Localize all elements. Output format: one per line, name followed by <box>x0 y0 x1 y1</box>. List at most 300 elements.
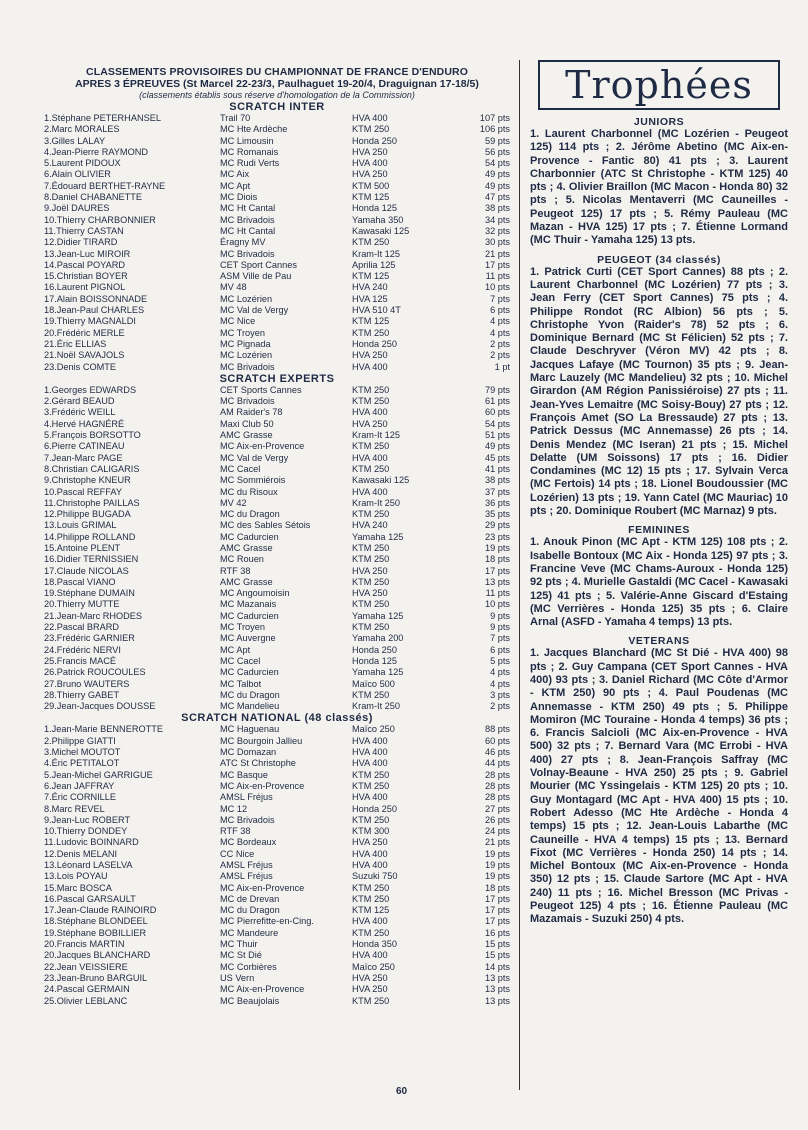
standings-rider: 12.Philippe BUGADA <box>44 509 131 520</box>
standings-points: 49 pts <box>484 169 510 180</box>
standings-club: MC Haguenau <box>220 724 280 735</box>
trophees-column <box>530 60 788 927</box>
standings-machine: Maïco 250 <box>352 961 395 972</box>
standings-rider: 6.Jean JAFFRAY <box>44 780 115 791</box>
standings-club: MC Diois <box>220 192 258 203</box>
standings-points: 23 pts <box>484 531 510 542</box>
standings-club: MC Sommiérois <box>220 475 286 486</box>
standings-row <box>44 305 510 316</box>
standings-row <box>44 939 510 950</box>
standings-points: 13 pts <box>484 995 510 1006</box>
standings-row <box>44 339 510 350</box>
standings-machine: KTM 250 <box>352 927 390 938</box>
standings-rider: 23.Jean-Bruno BARGUIL <box>44 972 148 983</box>
standings-points: 49 pts <box>484 441 510 452</box>
standings-rider: 21.Jean-Marc RHODES <box>44 610 143 621</box>
standings-club: MC Basque <box>220 769 269 780</box>
standings-row <box>44 407 510 418</box>
standings-club: MC Apt <box>220 644 251 655</box>
standings-row <box>44 860 510 871</box>
standings-row <box>44 158 510 169</box>
standings-club: MC Thuir <box>220 939 258 950</box>
standings-club: MC Cadurcien <box>220 667 279 678</box>
standings-points: 28 pts <box>484 792 510 803</box>
standings-points: 19 pts <box>484 871 510 882</box>
standings-club: MC Aix-en-Provence <box>220 780 305 791</box>
standings-row <box>44 690 510 701</box>
standings-points: 17 pts <box>484 905 510 916</box>
standings-machine: Yamaha 125 <box>352 531 404 542</box>
standings-club: MC Mazanais <box>220 599 277 610</box>
standings-machine: Honda 250 <box>352 803 397 814</box>
standings-points: 7 pts <box>490 633 510 644</box>
standings-club: MC Brivadois <box>220 248 275 259</box>
standings-points: 29 pts <box>484 520 510 531</box>
standings-club: AMC Grasse <box>220 430 273 441</box>
standings-points: 36 pts <box>484 497 510 508</box>
standings-machine: HVA 250 <box>352 837 388 848</box>
standings-points: 24 pts <box>484 826 510 837</box>
standings-rider: 28.Thierry GABET <box>44 689 120 700</box>
standings-rider: 19.Stéphane BOBILLIER <box>44 927 147 938</box>
standings-points: 19 pts <box>484 860 510 870</box>
standings-rider: 8.Daniel CHABANETTE <box>44 192 143 203</box>
standings-rider: 1.Georges EDWARDS <box>44 384 137 395</box>
standings-rider: 7.Jean-Marc PAGE <box>44 452 123 463</box>
standings-rider: 2.Philippe GIATTI <box>44 735 116 746</box>
standings-points: 2 pts <box>490 350 510 361</box>
standings-club: MV 42 <box>220 497 247 508</box>
standings-rider: 9.Jean-Luc ROBERT <box>44 814 131 825</box>
standings-rider: 6.Pierre CATINEAU <box>44 441 125 452</box>
standings-points: 106 pts <box>479 124 510 135</box>
standings-points: 6 pts <box>490 644 510 655</box>
trophee-category-title: FEMININES <box>628 524 690 537</box>
standings-points: 47 pts <box>484 192 510 203</box>
standings-machine: HVA 400 <box>352 158 388 169</box>
standings-points: 38 pts <box>484 203 510 214</box>
standings-machine: KTM 300 <box>352 826 390 837</box>
standings-row <box>44 136 510 147</box>
standings-club: MC Cadurcien <box>220 531 279 542</box>
standings-machine: KTM 250 <box>352 576 390 587</box>
standings-rider: 11.Thierry CASTAN <box>44 225 124 236</box>
standings-row <box>44 226 510 237</box>
standings-row <box>44 113 510 124</box>
standings-points: 35 pts <box>484 509 510 520</box>
standings-club: MC Val de Vergy <box>220 305 289 316</box>
standings-club: AM Raider's 78 <box>220 407 283 418</box>
standings-club: MC Limousin <box>220 135 274 146</box>
standings-machine: HVA 250 <box>352 169 388 180</box>
standings-points: 17 pts <box>484 565 510 576</box>
standings-machine: KTM 250 <box>352 689 390 700</box>
standings-club: MC du Dragon <box>220 509 280 520</box>
standings-points: 49 pts <box>484 180 510 191</box>
standings-sections <box>44 101 510 1007</box>
standings-club: MC Troyen <box>220 327 265 338</box>
trophee-results: 1. Patrick Curti (CET Sport Cannes) 88 pts ; 2. Laurent Charbonnel (MC Lozérien) 77 pts ; 3. Jean Ferry (CET Sport Cannes) 75 pts ; 4. Philippe Rondot (RC Albion) 56 pts ; 5. Christophe Yvon (Raider's 78) 52 pts ; 6. Dominique Bernard (MC St Félicien) 52 pts ; 7. Claude Deschryver (Véron MV) 42 pts ; 8. Jacques Lafaye (MC Tournon) 35 pts ; 9. Jean-Marc Lauzely (MC Mandelieu) 32 pts ; 10. Michel Girardon (AM Région Panissiéroise) 27 pts ; 11. Jean-Yves Lemaitre (MC Soisy-Bouy) 27 pts ; 12. François Amet (SO La Bressaude) 27 pts ; 13. Patrick Dessus (MC Annemasse) 26 pts ; 14. Denis Mendez (MC Iseran) 21 pts ; 15. Michel Delatte (UM Soissons) 17 pts ; 16. Didier Condamines (MC 12) 15 pts ; 17. Sylvain Verca (MC Fertois) 14 pts ; 18. Lionel Boudoussier (MC Lozérien) 13 pts ; 19. Yann Catel (MC Mauriac) 10 pts ; 20. Dominique Roubert (MC Marnaz) 9 pts. <box>530 265 788 518</box>
standings-points: 54 pts <box>484 158 510 169</box>
standings-row <box>44 249 510 260</box>
standings-points: 34 pts <box>484 214 510 225</box>
standings-row <box>44 498 510 509</box>
standings-club: MC Rudi Verts <box>220 158 280 169</box>
standings-row <box>44 724 510 735</box>
standings-row <box>44 645 510 656</box>
standings-rider: 8.Christian CALIGARIS <box>44 463 140 474</box>
standings-points: 60 pts <box>484 735 510 746</box>
standings-points: 28 pts <box>484 780 510 791</box>
standings-club: MC Troyen <box>220 622 265 633</box>
standings-machine: HVA 400 <box>352 792 388 803</box>
standings-row <box>44 260 510 271</box>
standings-rider: 16.Pascal GARSAULT <box>44 893 136 904</box>
standings-club: MC Aix-en-Provence <box>220 984 305 995</box>
standings-club: MC Val de Vergy <box>220 452 289 463</box>
standings-points: 107 pts <box>479 113 510 123</box>
standings-points: 21 pts <box>484 248 510 259</box>
standings-row <box>44 837 510 848</box>
standings-club: MC Mandeure <box>220 927 279 938</box>
trophee-results: 1. Laurent Charbonnel (MC Lozérien - Peugeot 125) 114 pts ; 2. Jérôme Abetino (MC Aix-en-Provence - Fantic 80) 41 pts ; 3. Laurent Charbonnier (ATC St Christophe - KTM 125) 40 pts ; 4. Olivier Braillon (MC Macon - Honda 80) 32 pts ; 5. Nicolas Mentaverri (MC Cauneilles - Peugeot 125) 17 pts ; 5. Rémy Pauleau (MC Mazan - HVA 125) 17 pts ; 7. Étienne Lormand (MC Thuir - Yamaha 125) 13 pts. <box>530 128 788 247</box>
standings-row <box>44 543 510 554</box>
standings-rider: 5.François BORSOTTO <box>44 430 141 441</box>
standings-rider: 12.Denis MELANI <box>44 848 118 859</box>
standings-club: ATC St Christophe <box>220 758 296 769</box>
standings-row <box>44 758 510 769</box>
standings-points: 79 pts <box>484 384 510 395</box>
standings-club: MC Brivadois <box>220 396 275 407</box>
trophee-category-title: VETERANS <box>628 635 690 648</box>
standings-club: MC Pierrefitte-en-Cing. <box>220 916 314 927</box>
standings-row <box>44 916 510 927</box>
standings-club: Éragny MV <box>220 237 266 248</box>
standings-club: MC Talbot <box>220 678 262 689</box>
standings-points: 15 pts <box>484 939 510 950</box>
standings-row <box>44 396 510 407</box>
standings-club: MC Apt <box>220 180 251 191</box>
standings-row <box>44 667 510 678</box>
standings-rider: 7.Éric CORNILLE <box>44 792 116 803</box>
standings-machine: HVA 250 <box>352 350 388 361</box>
standings-machine: Yamaha 125 <box>352 667 404 678</box>
standings-row <box>44 192 510 203</box>
standings-points: 60 pts <box>484 407 510 418</box>
standings-club: AMC Grasse <box>220 576 273 587</box>
standings-rider: 13.Louis GRIMAL <box>44 520 117 531</box>
standings-points: 4 pts <box>490 678 510 689</box>
standings-club: AMC Grasse <box>220 542 273 553</box>
standings-row <box>44 282 510 293</box>
standings-machine: HVA 250 <box>352 972 388 983</box>
standings-machine: Yamaha 200 <box>352 633 404 644</box>
standings-club: MC du Risoux <box>220 486 278 497</box>
standings-machine: HVA 400 <box>352 735 388 746</box>
standings-points: 15 pts <box>484 950 510 961</box>
section-title: SCRATCH INTER <box>229 101 325 113</box>
standings-row <box>44 430 510 441</box>
standings-points: 21 pts <box>484 837 510 848</box>
standings-rider: 20.Thierry MUTTE <box>44 599 120 610</box>
standings-row <box>44 950 510 961</box>
standings-row <box>44 385 510 396</box>
standings-club: AMSL Fréjus <box>220 792 273 803</box>
standings-club: RTF 38 <box>220 826 251 837</box>
standings-points: 59 pts <box>484 135 510 146</box>
standings-row <box>44 453 510 464</box>
standings-club: MC Aix <box>220 169 250 180</box>
standings-club: MC Beaujolais <box>220 995 280 1006</box>
standings-club: MC Mandelieu <box>220 701 280 712</box>
column-divider <box>519 60 520 1090</box>
standings-club: MC Bourgoin Jallieu <box>220 735 303 746</box>
standings-machine: HVA 240 <box>352 282 388 293</box>
standings-row <box>44 328 510 339</box>
standings-machine: HVA 400 <box>352 407 388 418</box>
standings-rider: 17.Alain BOISSONNADE <box>44 293 148 304</box>
standings-club: US Vern <box>220 972 255 983</box>
standings-row <box>44 475 510 486</box>
standings-points: 32 pts <box>484 225 510 236</box>
standings-club: MC Nice <box>220 316 256 327</box>
standings-club: MC de Drevan <box>220 893 280 904</box>
standings-row <box>44 928 510 939</box>
standings-row <box>44 441 510 452</box>
standings-row <box>44 362 510 373</box>
standings-club: MC Rouen <box>220 554 264 565</box>
standings-club: MC Aix-en-Provence <box>220 882 305 893</box>
standings-rider: 7.Édouard BERTHET-RAYNE <box>44 180 166 191</box>
standings-row <box>44 350 510 361</box>
standings-rider: 13.Léonard LASELVA <box>44 860 133 870</box>
standings-machine: Honda 250 <box>352 644 397 655</box>
standings-club: MC Lozérien <box>220 293 273 304</box>
standings-column <box>44 66 510 1007</box>
standings-rider: 4.Éric PETITALOT <box>44 758 120 769</box>
standings-row <box>44 736 510 747</box>
standings-machine: Honda 125 <box>352 655 397 666</box>
standings-machine: Honda 125 <box>352 203 397 214</box>
standings-rider: 15.Antoine PLENT <box>44 542 121 553</box>
standings-rider: 19.Thierry MAGNALDI <box>44 316 136 327</box>
standings-points: 14 pts <box>484 961 510 972</box>
standings-club: CC Nice <box>220 848 255 859</box>
standings-points: 10 pts <box>484 282 510 293</box>
standings-points: 3 pts <box>490 689 510 700</box>
standings-row <box>44 532 510 543</box>
standings-club: AMSL Fréjus <box>220 860 273 870</box>
standings-row <box>44 701 510 712</box>
standings-points: 4 pts <box>490 667 510 678</box>
standings-rider: 19.Stéphane DUMAIN <box>44 588 135 599</box>
standings-machine: Kawasaki 125 <box>352 225 410 236</box>
standings-rider: 5.Laurent PIDOUX <box>44 158 121 169</box>
standings-rider: 25.Francis MACÉ <box>44 655 116 666</box>
standings-club: CET Sports Cannes <box>220 384 302 395</box>
standings-row <box>44 747 510 758</box>
standings-club: CET Sport Cannes <box>220 259 297 270</box>
standings-row <box>44 271 510 282</box>
standings-rider: 20.Frédéric MERLE <box>44 327 125 338</box>
standings-rider: 16.Didier TERNISSIEN <box>44 554 139 565</box>
standings-rider: 26.Patrick ROUCOULES <box>44 667 146 678</box>
standings-points: 2 pts <box>490 701 510 712</box>
standings-points: 41 pts <box>484 463 510 474</box>
standings-machine: KTM 125 <box>352 905 390 916</box>
standings-rider: 10.Thierry DONDEY <box>44 826 128 837</box>
standings-row <box>44 294 510 305</box>
standings-machine: Honda 250 <box>352 135 397 146</box>
standings-points: 13 pts <box>484 984 510 995</box>
standings-row <box>44 849 510 860</box>
standings-club: MC Cacel <box>220 655 261 666</box>
standings-row <box>44 894 510 905</box>
standings-machine: KTM 250 <box>352 599 390 610</box>
standings-machine: HVA 400 <box>352 747 388 758</box>
standings-points: 19 pts <box>484 542 510 553</box>
trophees-blocks <box>530 116 788 927</box>
standings-rider: 11.Christophe PAILLAS <box>44 497 140 508</box>
standings-row <box>44 124 510 135</box>
standings-rider: 4.Jean-Pierre RAYMOND <box>44 146 148 157</box>
standings-rider: 14.Pascal POYARD <box>44 259 126 270</box>
standings-rider: 29.Jean-Jacques DOUSSE <box>44 701 156 712</box>
standings-points: 16 pts <box>484 927 510 938</box>
standings-machine: KTM 250 <box>352 995 390 1006</box>
standings-club: MC Brivadois <box>220 814 275 825</box>
standings-club: MC Lozérien <box>220 350 273 361</box>
standings-row <box>44 962 510 973</box>
standings-row <box>44 520 510 531</box>
standings-row <box>44 815 510 826</box>
standings-row <box>44 181 510 192</box>
standings-points: 88 pts <box>484 724 510 735</box>
standings-club: MV 48 <box>220 282 247 293</box>
standings-club: MC des Sables Sétois <box>220 520 311 531</box>
standings-points: 11 pts <box>485 271 510 282</box>
standings-points: 30 pts <box>484 237 510 248</box>
standings-machine: HVA 250 <box>352 146 388 157</box>
standings-machine: HVA 400 <box>352 486 388 497</box>
standings-machine: HVA 240 <box>352 520 388 531</box>
standings-machine: KTM 250 <box>352 237 390 248</box>
standings-machine: Kram-It 125 <box>352 248 400 259</box>
standings-row <box>44 656 510 667</box>
standings-club: MC Pignada <box>220 338 271 349</box>
standings-club: MC Bordeaux <box>220 837 277 848</box>
standings-rider: 15.Marc BOSCA <box>44 882 112 893</box>
standings-machine: HVA 400 <box>352 361 388 372</box>
standings-row <box>44 147 510 158</box>
standings-rider: 24.Pascal GERMAIN <box>44 984 130 995</box>
standings-points: 51 pts <box>484 430 510 441</box>
standings-machine: KTM 125 <box>352 316 390 327</box>
standings-club: MC Romanais <box>220 146 279 157</box>
standings-row <box>44 826 510 837</box>
standings-machine: KTM 250 <box>352 814 390 825</box>
standings-row <box>44 984 510 995</box>
page-note: (classements établis sous réserve d'homologation de la Commission) <box>139 90 415 100</box>
standings-rider: 15.Christian BOYER <box>44 271 128 282</box>
standings-row <box>44 509 510 520</box>
standings-row <box>44 203 510 214</box>
standings-rider: 24.Frédéric NERVI <box>44 644 121 655</box>
standings-club: MC Cadurcien <box>220 610 279 621</box>
standings-machine: Aprilia 125 <box>352 259 396 270</box>
standings-machine: HVA 400 <box>352 452 388 463</box>
standings-rider: 18.Jean-Paul CHARLES <box>44 305 145 316</box>
standings-row <box>44 237 510 248</box>
standings-points: 19 pts <box>484 848 510 859</box>
standings-club: MC Corbières <box>220 961 277 972</box>
standings-machine: Maïco 500 <box>352 678 395 689</box>
standings-machine: KTM 250 <box>352 384 390 395</box>
standings-club: MC Ht Cantal <box>220 203 276 214</box>
trophee-category-title: PEUGEOT (34 classés) <box>597 253 721 266</box>
standings-points: 11 pts <box>485 588 510 599</box>
standings-points: 17 pts <box>484 916 510 927</box>
standings-machine: HVA 400 <box>352 860 388 870</box>
standings-rider: 17.Claude NICOLAS <box>44 565 129 576</box>
standings-points: 1 pt <box>494 361 510 372</box>
standings-machine: HVA 400 <box>352 758 388 769</box>
standings-machine: Kawasaki 125 <box>352 475 410 486</box>
standings-club: MC 12 <box>220 803 248 814</box>
standings-points: 2 pts <box>490 338 510 349</box>
standings-rider: 4.Hervé HAGNÉRÉ <box>44 418 125 429</box>
standings-points: 13 pts <box>484 576 510 587</box>
trophees-title-box <box>538 60 780 110</box>
standings-row <box>44 633 510 644</box>
standings-machine: KTM 250 <box>352 463 390 474</box>
standings-points: 45 pts <box>484 452 510 463</box>
standings-points: 13 pts <box>484 972 510 983</box>
standings-machine: Suzuki 750 <box>352 871 398 882</box>
section-title: SCRATCH NATIONAL (48 classés) <box>181 712 373 725</box>
standings-row <box>44 996 510 1007</box>
standings-rider: 6.Alain OLIVIER <box>44 169 111 180</box>
standings-machine: HVA 510 4T <box>352 305 401 316</box>
page-heading: CLASSEMENTS PROVISOIRES DU CHAMPIONNAT DE FRANCE D'ENDURO <box>86 66 468 78</box>
standings-rider: 9.Joël DAURES <box>44 203 110 214</box>
standings-rider: 14.Philippe ROLLAND <box>44 531 136 542</box>
standings-club: MC Ht Cantal <box>220 225 276 236</box>
standings-machine: Honda 250 <box>352 338 397 349</box>
standings-machine: Honda 350 <box>352 939 397 950</box>
standings-machine: KTM 250 <box>352 441 390 452</box>
page-number: 60 <box>396 1086 408 1097</box>
standings-machine: HVA 250 <box>352 984 388 995</box>
standings-club: Trail 70 <box>220 113 251 123</box>
standings-machine: KTM 250 <box>352 327 390 338</box>
standings-club: Maxi Club 50 <box>220 418 274 429</box>
standings-row <box>44 679 510 690</box>
standings-rider: 10.Pascal REFFAY <box>44 486 122 497</box>
standings-points: 9 pts <box>490 610 510 621</box>
standings-machine: KTM 250 <box>352 509 390 520</box>
standings-points: 6 pts <box>490 305 510 316</box>
standings-row <box>44 566 510 577</box>
standings-club: MC Brivadois <box>220 361 275 372</box>
standings-club: MC Angoumoisin <box>220 588 290 599</box>
standings-club: ASM Ville de Pau <box>220 271 292 282</box>
standings-points: 28 pts <box>484 769 510 780</box>
standings-row <box>44 770 510 781</box>
standings-points: 17 pts <box>484 893 510 904</box>
standings-points: 46 pts <box>484 747 510 758</box>
standings-rider: 9.Christophe KNEUR <box>44 475 131 486</box>
